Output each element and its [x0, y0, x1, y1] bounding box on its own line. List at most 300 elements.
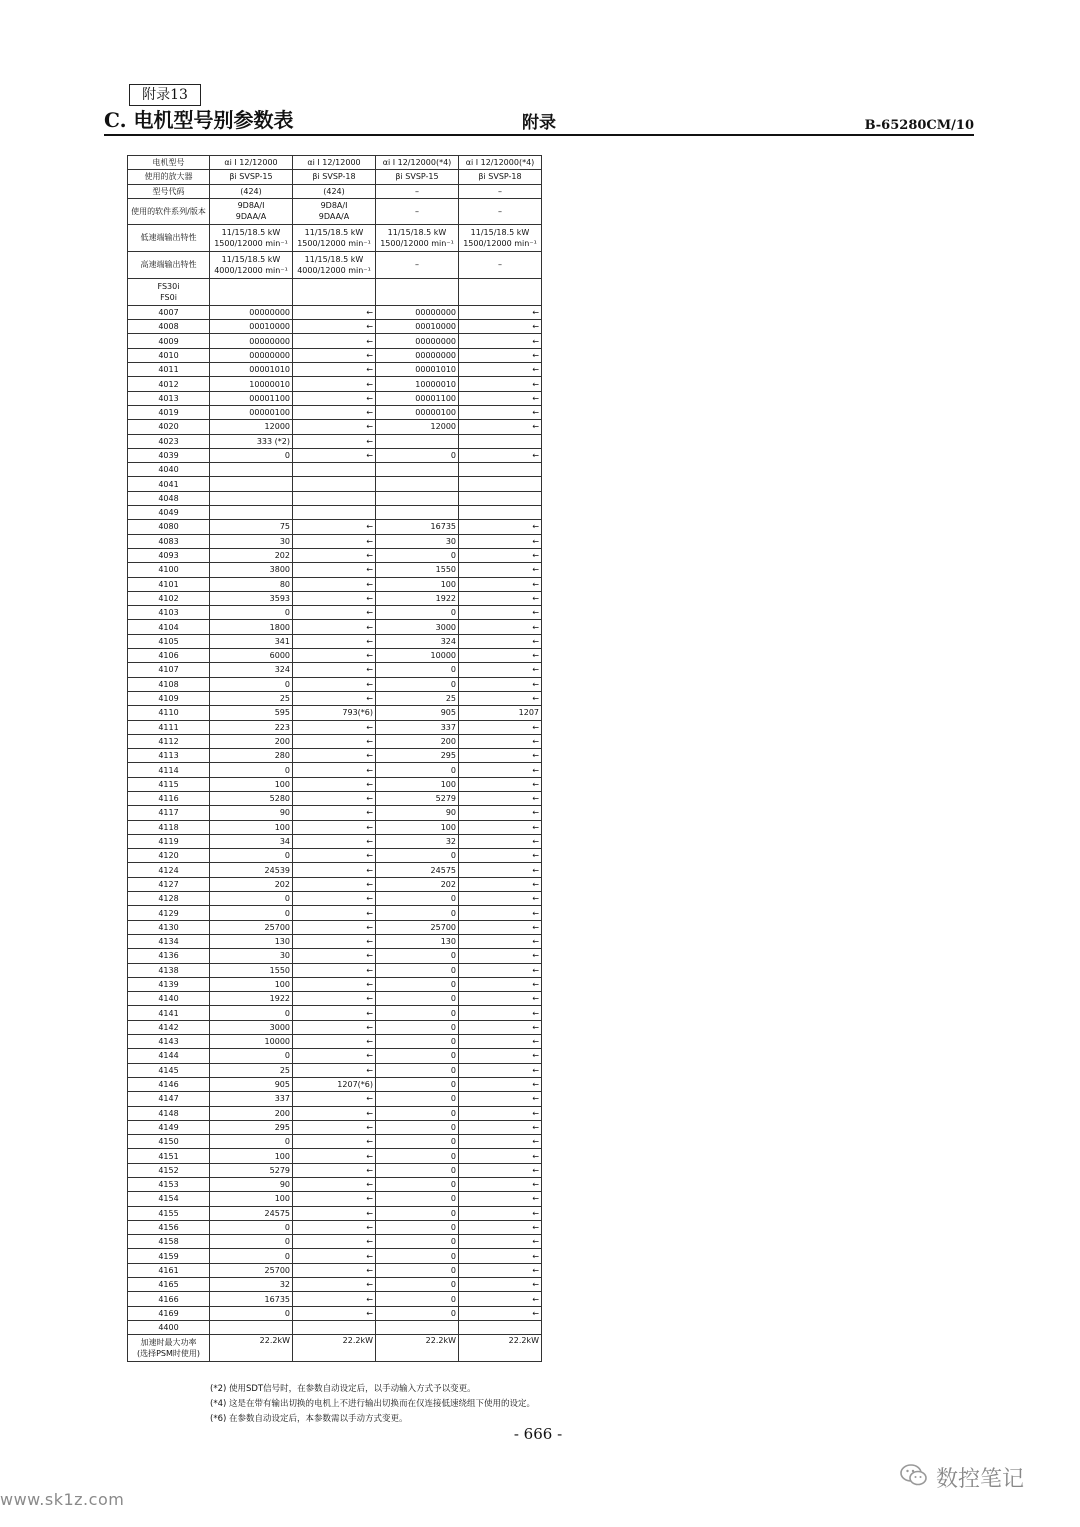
param-number: 4119	[128, 834, 210, 848]
param-value: 90	[210, 1178, 293, 1192]
param-value: 0	[376, 448, 459, 462]
table-row	[128, 198, 542, 224]
param-value: 0	[210, 448, 293, 462]
param-value: 793(*6)	[293, 706, 376, 720]
param-value: 337	[210, 1092, 293, 1106]
output-line: 4000/12000 min⁻¹	[297, 265, 371, 275]
low-speed-cell	[376, 224, 459, 251]
table-row	[128, 1106, 542, 1120]
param-value	[459, 506, 542, 520]
param-value: 0	[376, 1278, 459, 1292]
param-value: 100	[210, 1192, 293, 1206]
param-value: ←	[293, 1035, 376, 1049]
param-value	[376, 477, 459, 491]
param-value: ←	[293, 749, 376, 763]
param-value: ←	[293, 1092, 376, 1106]
head-cell: (424)	[293, 184, 376, 198]
param-number: 4102	[128, 591, 210, 605]
table-row	[128, 305, 542, 319]
param-value: 5279	[210, 1163, 293, 1177]
param-value: 75	[210, 520, 293, 534]
param-number: 4141	[128, 1006, 210, 1020]
param-value: ←	[293, 763, 376, 777]
table-row	[128, 606, 542, 620]
param-value: 324	[210, 663, 293, 677]
param-number: 4152	[128, 1163, 210, 1177]
table-row	[128, 634, 542, 648]
table-row	[128, 949, 542, 963]
param-value: ←	[459, 1263, 542, 1277]
output-line: 11/15/18.5 kW	[387, 227, 447, 237]
table-row	[128, 720, 542, 734]
param-number: 4105	[128, 634, 210, 648]
param-value: ←	[459, 1077, 542, 1091]
param-value: ←	[293, 877, 376, 891]
param-value: 0	[210, 1306, 293, 1320]
param-value: 0	[376, 1049, 459, 1063]
param-value: 0	[376, 849, 459, 863]
param-value: ←	[459, 1020, 542, 1034]
param-value: ←	[459, 1178, 542, 1192]
high-speed-cell	[293, 251, 376, 278]
param-number: 4009	[128, 334, 210, 348]
param-value: ←	[459, 734, 542, 748]
param-value: 0	[376, 1092, 459, 1106]
head-cell: αi I 12/12000	[293, 156, 376, 170]
table-row	[128, 334, 542, 348]
table-row	[128, 520, 542, 534]
table-row	[128, 806, 542, 820]
output-line: 11/15/18.5 kW	[304, 254, 364, 264]
param-value: ←	[459, 1278, 542, 1292]
param-value: ←	[459, 1306, 542, 1320]
param-value: 0	[210, 849, 293, 863]
param-value: ←	[459, 663, 542, 677]
param-value: ←	[459, 1206, 542, 1220]
accel-value: 22.2kW	[376, 1335, 459, 1362]
param-value: ←	[293, 1006, 376, 1020]
param-number: 4113	[128, 749, 210, 763]
table-row	[128, 534, 542, 548]
empty-cell	[293, 278, 376, 305]
param-number: 4117	[128, 806, 210, 820]
table-row	[128, 977, 542, 991]
table-row	[128, 920, 542, 934]
param-value	[459, 491, 542, 505]
head-cell: βi SVSP-18	[293, 170, 376, 184]
table-row	[128, 1020, 542, 1034]
param-number: 4111	[128, 720, 210, 734]
accel-value: 22.2kW	[210, 1335, 293, 1362]
param-value: ←	[459, 1292, 542, 1306]
param-number: 4012	[128, 377, 210, 391]
param-number: 4142	[128, 1020, 210, 1034]
param-number: 4128	[128, 892, 210, 906]
accel-line: 加速时最大功率	[140, 1338, 197, 1348]
param-number: 4108	[128, 677, 210, 691]
param-value: 3000	[376, 620, 459, 634]
param-value: ←	[293, 305, 376, 319]
param-value: ←	[293, 320, 376, 334]
param-value: ←	[459, 749, 542, 763]
param-value: 10000010	[376, 377, 459, 391]
low-speed-label: 低速端输出特性	[128, 224, 210, 251]
param-value: ←	[459, 849, 542, 863]
param-value: 25	[376, 691, 459, 705]
param-value: ←	[293, 1106, 376, 1120]
param-value: ←	[293, 334, 376, 348]
param-number: 4008	[128, 320, 210, 334]
param-value: ←	[293, 1178, 376, 1192]
table-row	[128, 649, 542, 663]
param-value: 0	[376, 1077, 459, 1091]
table-row	[128, 170, 542, 184]
param-value: 202	[376, 877, 459, 891]
table-row	[128, 1220, 542, 1234]
param-value: ←	[293, 534, 376, 548]
param-value: ←	[293, 1306, 376, 1320]
param-value: 0	[376, 548, 459, 562]
param-value: ←	[459, 691, 542, 705]
param-value: ←	[293, 377, 376, 391]
table-row	[128, 1206, 542, 1220]
accel-value: 22.2kW	[293, 1335, 376, 1362]
table-row	[128, 620, 542, 634]
param-value: ←	[459, 877, 542, 891]
param-value: ←	[293, 1135, 376, 1149]
table-row	[128, 849, 542, 863]
param-value: ←	[293, 620, 376, 634]
param-number: 4149	[128, 1120, 210, 1134]
fs-label	[128, 278, 210, 305]
param-value: 295	[210, 1120, 293, 1134]
param-value: 25	[210, 691, 293, 705]
param-value: 6000	[210, 649, 293, 663]
param-value: 00000100	[210, 405, 293, 419]
table-row	[128, 1035, 542, 1049]
param-value: 0	[376, 977, 459, 991]
param-value: 5279	[376, 791, 459, 805]
output-line: 1500/12000 min⁻¹	[463, 238, 537, 248]
param-value: 1922	[376, 591, 459, 605]
table-row	[128, 906, 542, 920]
table-row	[128, 548, 542, 562]
param-number: 4019	[128, 405, 210, 419]
param-value: ←	[293, 920, 376, 934]
table-row	[128, 1149, 542, 1163]
param-value: ←	[293, 806, 376, 820]
param-value: 25700	[210, 1263, 293, 1277]
param-value: 333 (*2)	[210, 434, 293, 448]
param-value: 1550	[376, 563, 459, 577]
param-value: ←	[293, 1120, 376, 1134]
param-value: 200	[210, 734, 293, 748]
param-value: ←	[293, 1278, 376, 1292]
param-value: ←	[459, 620, 542, 634]
param-value: 0	[376, 1106, 459, 1120]
param-value: 00001100	[376, 391, 459, 405]
param-value: ←	[293, 348, 376, 362]
param-value: 0	[376, 1020, 459, 1034]
param-value: 25	[210, 1063, 293, 1077]
param-number: 4159	[128, 1249, 210, 1263]
param-value: 0	[376, 1235, 459, 1249]
param-value: ←	[459, 606, 542, 620]
param-value: 0	[210, 892, 293, 906]
table-row	[128, 434, 542, 448]
param-value: 30	[210, 534, 293, 548]
param-value: ←	[293, 577, 376, 591]
param-number: 4109	[128, 691, 210, 705]
param-value	[459, 434, 542, 448]
table-row	[128, 1320, 542, 1334]
param-value: 0	[210, 1249, 293, 1263]
page-number: - 666 -	[513, 1425, 563, 1443]
param-value: 30	[210, 949, 293, 963]
param-value: 12000	[376, 420, 459, 434]
param-number: 4093	[128, 548, 210, 562]
table-row	[128, 1306, 542, 1320]
table-row	[128, 791, 542, 805]
param-value: 0	[210, 1235, 293, 1249]
table-row	[128, 1335, 542, 1362]
param-number: 4010	[128, 348, 210, 362]
param-value: ←	[293, 363, 376, 377]
param-value: 30	[376, 534, 459, 548]
param-value: ←	[293, 1149, 376, 1163]
param-value: ←	[459, 677, 542, 691]
table-row	[128, 506, 542, 520]
param-value: ←	[459, 1120, 542, 1134]
param-number: 4136	[128, 949, 210, 963]
param-value: ←	[293, 448, 376, 462]
software-cell: –	[376, 198, 459, 224]
param-value	[459, 477, 542, 491]
param-value: ←	[293, 1049, 376, 1063]
param-number: 4169	[128, 1306, 210, 1320]
param-value: ←	[459, 649, 542, 663]
param-value: ←	[459, 1006, 542, 1020]
param-value: 0	[376, 992, 459, 1006]
head-cell: βi SVSP-18	[459, 170, 542, 184]
output-line: 1500/12000 min⁻¹	[214, 238, 288, 248]
table-row	[128, 1292, 542, 1306]
watermark-url: www.sk1z.com	[0, 1490, 125, 1509]
high-speed-label: 高速端输出特性	[128, 251, 210, 278]
footnote: (*4) 这是在带有输出切换的电机上不进行输出切换而在仅连接低速绕组下使用的设定。	[210, 1399, 535, 1409]
param-value: 0	[376, 963, 459, 977]
param-value: ←	[293, 405, 376, 419]
param-value: 202	[210, 548, 293, 562]
param-value: ←	[459, 577, 542, 591]
table-row	[128, 749, 542, 763]
table-row	[128, 1063, 542, 1077]
fs-line: FS30i	[157, 281, 180, 291]
param-number: 4007	[128, 305, 210, 319]
param-value: ←	[459, 405, 542, 419]
software-label: 使用的软件系列/版本	[128, 198, 210, 224]
param-value: 12000	[210, 420, 293, 434]
param-value: ←	[459, 949, 542, 963]
table-row	[128, 777, 542, 791]
param-value: 32	[376, 834, 459, 848]
param-number: 4120	[128, 849, 210, 863]
table-row	[128, 491, 542, 505]
software-line: 9D8A/I	[237, 201, 265, 211]
table-row	[128, 463, 542, 477]
param-value	[376, 506, 459, 520]
param-value: ←	[293, 934, 376, 948]
param-number: 4106	[128, 649, 210, 663]
footnotes	[210, 1382, 535, 1427]
param-value: ←	[459, 1135, 542, 1149]
param-number: 4114	[128, 763, 210, 777]
param-value: ←	[293, 606, 376, 620]
param-value: 24575	[376, 863, 459, 877]
param-value	[210, 477, 293, 491]
param-value: ←	[459, 377, 542, 391]
param-number: 4101	[128, 577, 210, 591]
param-value: 223	[210, 720, 293, 734]
output-line: 11/15/18.5 kW	[304, 227, 364, 237]
table-row	[128, 677, 542, 691]
table-row	[128, 577, 542, 591]
param-number: 4115	[128, 777, 210, 791]
output-line: 11/15/18.5 kW	[221, 227, 281, 237]
param-value: 0	[376, 1192, 459, 1206]
param-value: 0	[376, 1263, 459, 1277]
document-number: B-65280CM/10	[864, 118, 974, 133]
head-cell: αi I 12/12000(*4)	[376, 156, 459, 170]
param-value: ←	[459, 1049, 542, 1063]
low-speed-cell	[210, 224, 293, 251]
table-row	[128, 1006, 542, 1020]
param-value: 200	[376, 734, 459, 748]
param-value: ←	[459, 1249, 542, 1263]
table-row	[128, 563, 542, 577]
param-value: ←	[293, 720, 376, 734]
param-value: ←	[293, 992, 376, 1006]
fs-line: FS0i	[160, 292, 177, 302]
table-row	[128, 1049, 542, 1063]
table-row	[128, 863, 542, 877]
param-number: 4110	[128, 706, 210, 720]
param-value: 00000000	[210, 348, 293, 362]
table-row	[128, 1278, 542, 1292]
table-row	[128, 877, 542, 891]
param-value: 0	[376, 763, 459, 777]
empty-cell	[459, 278, 542, 305]
param-value: 00010000	[210, 320, 293, 334]
param-value: 595	[210, 706, 293, 720]
param-value: 0	[376, 1178, 459, 1192]
table-row	[128, 420, 542, 434]
table-row	[128, 763, 542, 777]
software-line: 9DAA/A	[318, 212, 350, 222]
param-number: 4127	[128, 877, 210, 891]
param-value: ←	[459, 1149, 542, 1163]
param-value: 100	[210, 777, 293, 791]
param-value: ←	[293, 963, 376, 977]
low-speed-cell	[459, 224, 542, 251]
page-header	[104, 108, 974, 136]
param-value: 00000000	[210, 305, 293, 319]
empty-cell	[376, 278, 459, 305]
table-row	[128, 706, 542, 720]
param-value: 1922	[210, 992, 293, 1006]
software-cell: –	[459, 198, 542, 224]
param-number: 4148	[128, 1106, 210, 1120]
param-number: 4158	[128, 1235, 210, 1249]
param-value	[293, 491, 376, 505]
param-number: 4013	[128, 391, 210, 405]
param-value: ←	[293, 834, 376, 848]
head-cell: αi I 12/12000(*4)	[459, 156, 542, 170]
param-value: 0	[376, 1149, 459, 1163]
param-value: 16735	[210, 1292, 293, 1306]
param-value: ←	[459, 934, 542, 948]
param-number: 4118	[128, 820, 210, 834]
param-value: 0	[376, 1292, 459, 1306]
param-number: 4140	[128, 992, 210, 1006]
param-value: 202	[210, 877, 293, 891]
param-value	[459, 463, 542, 477]
param-value: ←	[459, 763, 542, 777]
param-value	[210, 506, 293, 520]
param-number: 4100	[128, 563, 210, 577]
param-value: ←	[293, 663, 376, 677]
high-speed-cell: –	[459, 251, 542, 278]
table-row	[128, 377, 542, 391]
param-value: ←	[293, 520, 376, 534]
param-value: ←	[293, 563, 376, 577]
param-value: ←	[293, 1263, 376, 1277]
param-value: 0	[210, 1049, 293, 1063]
param-value: ←	[293, 1292, 376, 1306]
param-value: ←	[293, 863, 376, 877]
param-value: ←	[293, 691, 376, 705]
table-row	[128, 834, 542, 848]
output-line: 1500/12000 min⁻¹	[380, 238, 454, 248]
param-value: 00000000	[376, 334, 459, 348]
param-value: ←	[459, 1220, 542, 1234]
param-value: 341	[210, 634, 293, 648]
param-value: 100	[210, 820, 293, 834]
param-value: 0	[210, 906, 293, 920]
param-value	[210, 1320, 293, 1334]
param-value: 100	[210, 977, 293, 991]
param-value: 25700	[376, 920, 459, 934]
param-value: ←	[293, 777, 376, 791]
param-value	[376, 434, 459, 448]
param-number: 4156	[128, 1220, 210, 1234]
table-row	[128, 391, 542, 405]
param-value: ←	[293, 1063, 376, 1077]
table-row	[128, 251, 542, 278]
param-value: ←	[293, 677, 376, 691]
param-number: 4150	[128, 1135, 210, 1149]
empty-cell	[210, 278, 293, 305]
param-value: ←	[293, 791, 376, 805]
output-line: 1500/12000 min⁻¹	[297, 238, 371, 248]
table-row	[128, 1192, 542, 1206]
param-value: 0	[376, 1063, 459, 1077]
footnote: (*2) 使用SDT信号时，在参数自动设定后，以手动输入方式予以变更。	[210, 1384, 476, 1394]
param-value: 0	[210, 606, 293, 620]
param-value: 0	[376, 949, 459, 963]
param-value: 1207(*6)	[293, 1077, 376, 1091]
param-value: 16735	[376, 520, 459, 534]
